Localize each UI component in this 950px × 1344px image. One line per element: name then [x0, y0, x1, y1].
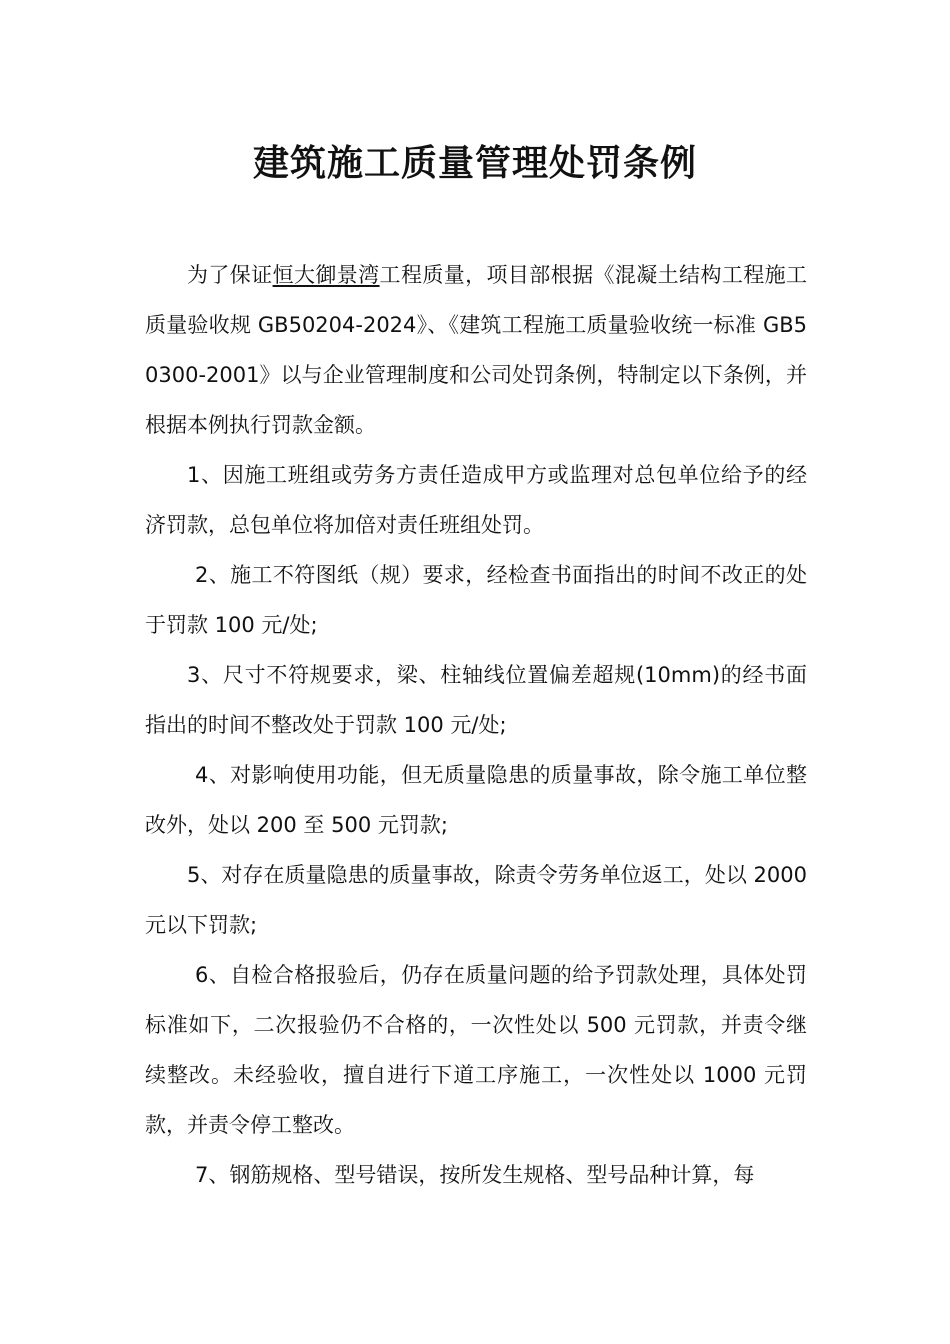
clause-3: 3、尺寸不符规要求，梁、柱轴线位置偏差超规(10mm)的经书面指出的时间不整改处于罚款 100 元/处; — [145, 663, 807, 737]
intro-paragraph — [145, 250, 807, 450]
clause-2: 2、施工不符图纸（规）要求，经检查书面指出的时间不改正的处于罚款 100 元/处; — [145, 563, 807, 637]
intro-text-after: 工程质量，项目部根据《混凝土结构工程施工质量验收规 GB50204-2024》、《建筑工程施工质量验收统一标准 GB50300-2001》以与企业管理制度和公司处罚条例，特制定以下条例，并根据本例执行罚款金额。 — [145, 263, 808, 437]
document-body — [145, 250, 807, 1200]
clause-4: 4、对影响使用功能，但无质量隐患的质量事故，除令施工单位整改外，处以 200 至 500 元罚款; — [145, 763, 807, 837]
project-name: 恒大御景湾 — [272, 263, 380, 287]
intro-text-before: 为了保证 — [187, 263, 273, 287]
clause-1: 1、因施工班组或劳务方责任造成甲方或监理对总包单位给予的经济罚款，总包单位将加倍对责任班组处罚。 — [145, 463, 807, 537]
clause-7: 7、钢筋规格、型号错误，按所发生规格、型号品种计算，每 — [195, 1163, 755, 1187]
document-title: 建筑施工质量管理处罚条例 — [252, 143, 697, 184]
clause-5: 5、对存在质量隐患的质量事故，除责令劳务单位返工，处以 2000 元以下罚款; — [145, 863, 807, 937]
clause-6: 6、自检合格报验后，仍存在质量问题的给予罚款处理，具体处罚标准如下，二次报验仍不合格的，一次性处以 500 元罚款，并责令继续整改。未经验收，擅自进行下道工序施工，一次性处以 1000 元罚款，并责令停工整改。 — [145, 963, 807, 1137]
